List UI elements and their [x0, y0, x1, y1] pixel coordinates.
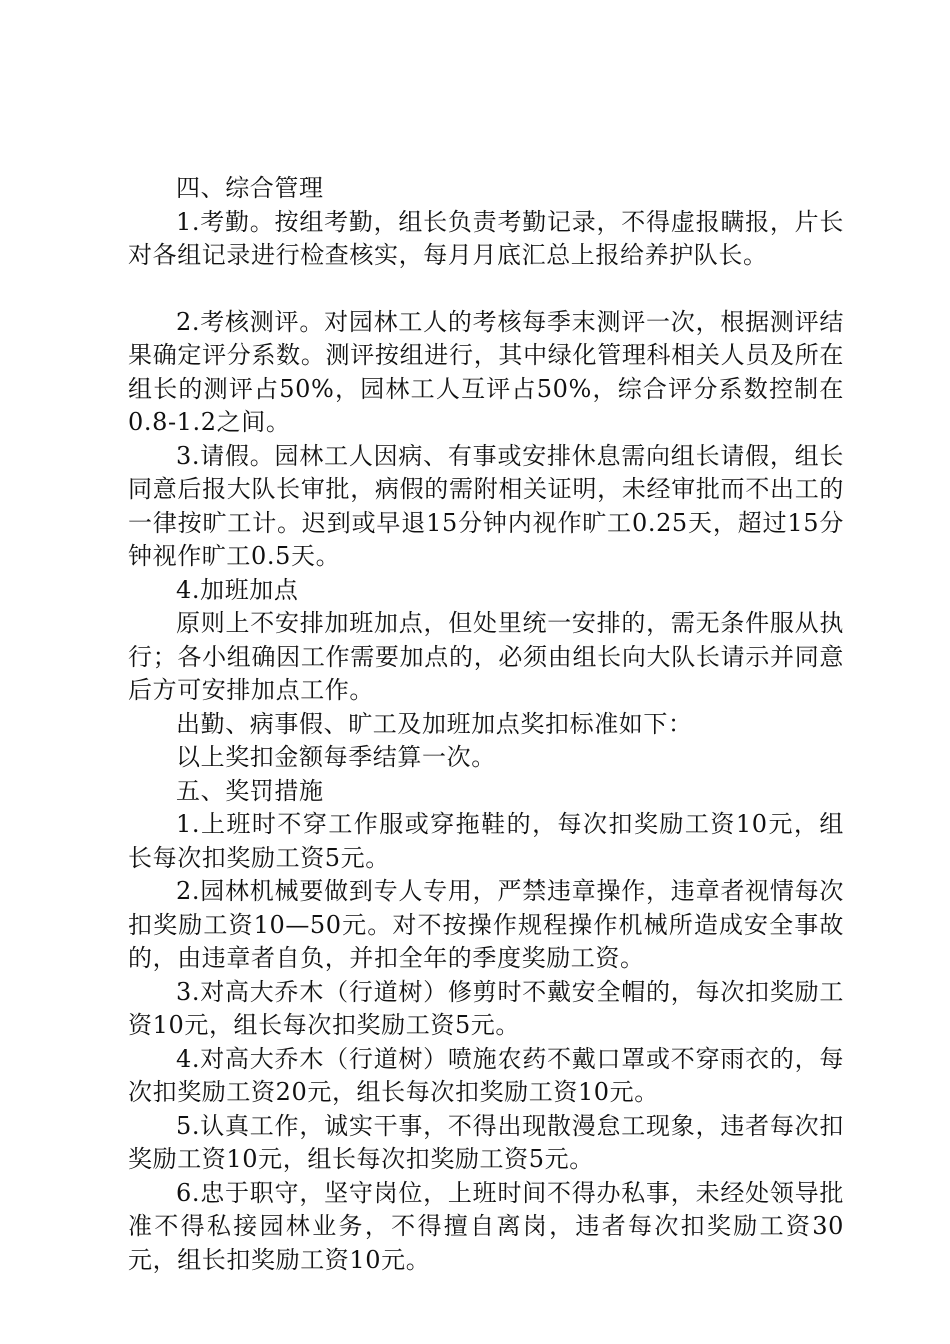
paragraph-attendance: 1.考勤。按组考勤，组长负责考勤记录，不得虚报瞒报，片长对各组记录进行检查核实，每月月底汇总上报给养护队长。 — [128, 207, 844, 269]
paragraph-overtime-heading: 4.加班加点 — [176, 575, 299, 604]
paragraph-standard-intro: 出勤、病事假、旷工及加班加点奖扣标准如下： — [176, 709, 693, 738]
paragraph-rule-2: 2.园林机械要做到专人专用，严禁违章操作，违章者视情每次扣奖励工资10—50元。对不按操作规程操作机械所造成安全事故的，由违章者自负，并扣全年的季度奖励工资。 — [128, 877, 844, 972]
paragraph-rule-5: 5.认真工作，诚实干事，不得出现散漫怠工现象，违者每次扣奖励工资10元，组长每次扣奖励工资5元。 — [128, 1111, 844, 1173]
paragraph-settlement: 以上奖扣金额每季结算一次。 — [176, 743, 496, 771]
paragraph-rule-3: 3.对高大乔木（行道树）修剪时不戴安全帽的，每次扣奖励工资10元，组长每次扣奖励工资5元。 — [128, 977, 844, 1039]
document-body — [128, 172, 844, 1277]
paragraph-rule-4: 4.对高大乔木（行道树）喷施农药不戴口罩或不穿雨衣的，每次扣奖励工资20元，组长每次扣奖励工资10元。 — [128, 1044, 844, 1106]
paragraph-assessment: 2.考核测评。对园林工人的考核每季末测评一次，根据测评结果确定评分系数。测评按组进行，其中绿化管理科相关人员及所在组长的测评占50%，园林工人互评占50%，综合评分系数控制在0.8-1.2之间。 — [128, 307, 844, 436]
paragraph-overtime: 原则上不安排加班加点，但处里统一安排的，需无条件服从执行；各小组确因工作需要加点的，必须由组长向大队长请示并同意后方可安排加点工作。 — [128, 609, 844, 704]
section-heading: 五、奖罚措施 — [176, 776, 324, 805]
paragraph-rule-1: 1.上班时不穿工作服或穿拖鞋的，每次扣奖励工资10元，组长每次扣奖励工资5元。 — [128, 810, 844, 872]
section-heading: 四、综合管理 — [176, 174, 324, 202]
paragraph-rule-6: 6.忠于职守，坚守岗位，上班时间不得办私事，未经处领导批准不得私接园林业务，不得擅自离岗，违者每次扣奖励工资30元，组长扣奖励工资10元。 — [128, 1178, 844, 1274]
paragraph-leave: 3.请假。园林工人因病、有事或安排休息需向组长请假，组长同意后报大队长审批，病假的需附相关证明，未经审批而不出工的一律按旷工计。迟到或早退15分钟内视作旷工0.25天，超过15分钟视作旷工0.5天。 — [128, 441, 844, 570]
